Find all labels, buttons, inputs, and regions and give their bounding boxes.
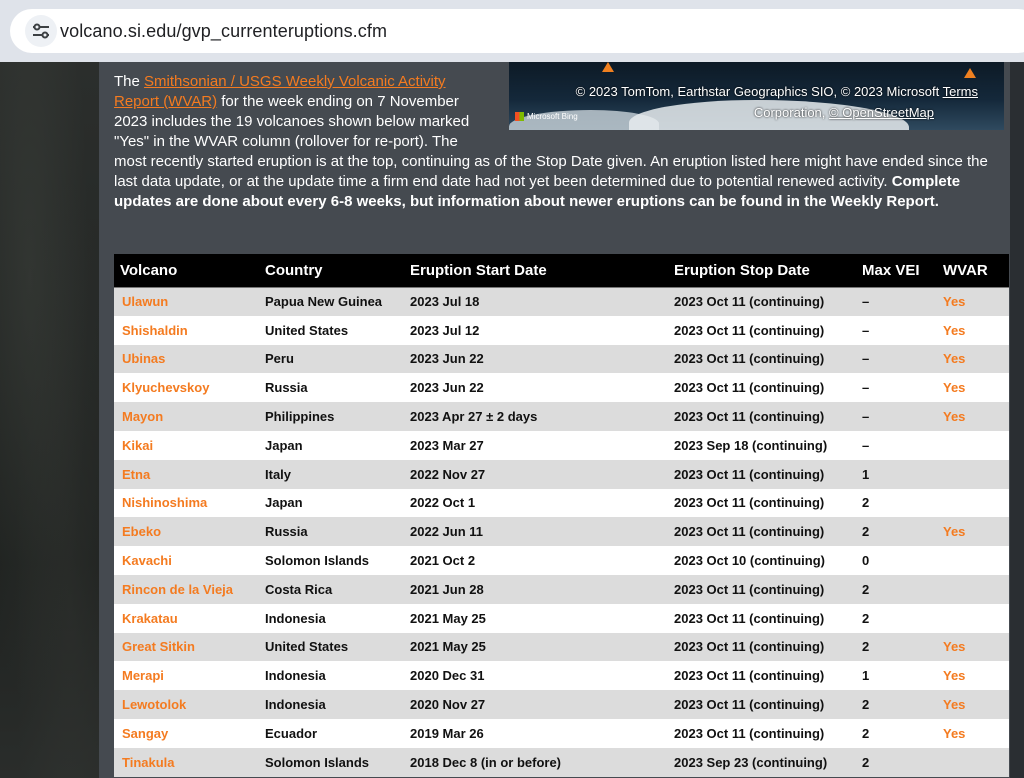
stop-date-cell: 2023 Oct 11 (continuing) [662,373,856,402]
wvar-link[interactable]: Yes [937,373,1009,402]
wvar-link[interactable]: Yes [937,517,1009,546]
volcano-name-link[interactable]: Mayon [114,402,259,431]
table-row [114,690,1009,719]
table-row [114,431,1009,460]
wvar-link[interactable]: Yes [937,633,1009,662]
map-terms-link[interactable]: Terms [942,84,978,99]
stop-date-cell: 2023 Oct 11 (continuing) [662,489,856,518]
site-info-icon[interactable] [25,15,57,47]
start-date-cell: 2022 Jun 11 [404,517,662,546]
max-vei-cell: 2 [856,719,937,748]
start-date-cell: 2019 Mar 26 [404,719,662,748]
wvar-link [937,546,1009,575]
volcano-name-link[interactable]: Kikai [114,431,259,460]
table-row [114,489,1009,518]
max-vei-cell: 2 [856,575,937,604]
country-cell: Indonesia [259,661,404,690]
country-cell: Indonesia [259,604,404,633]
header-stop-date[interactable]: Eruption Stop Date [662,254,856,287]
wvar-link[interactable]: Yes [937,402,1009,431]
table-row [114,517,1009,546]
wvar-link [937,604,1009,633]
bing-logo-text: Microsoft Bing [527,112,578,121]
start-date-cell: 2023 Jul 12 [404,316,662,345]
volcano-name-link[interactable]: Shishaldin [114,316,259,345]
country-cell: Costa Rica [259,575,404,604]
country-cell: Solomon Islands [259,748,404,777]
volcano-name-link[interactable]: Merapi [114,661,259,690]
country-cell: United States [259,633,404,662]
stop-date-cell: 2023 Oct 11 (continuing) [662,402,856,431]
browser-toolbar [0,0,1024,62]
wvar-link[interactable]: Yes [937,661,1009,690]
start-date-cell: 2021 May 25 [404,604,662,633]
table-row [114,633,1009,662]
wvar-link[interactable]: Yes [937,345,1009,374]
wvar-link [937,460,1009,489]
max-vei-cell: 2 [856,517,937,546]
start-date-cell: 2023 Jun 22 [404,373,662,402]
table-row [114,604,1009,633]
stop-date-cell: 2023 Sep 23 (continuing) [662,748,856,777]
volcano-name-link[interactable]: Great Sitkin [114,633,259,662]
table-row [114,575,1009,604]
volcano-name-link[interactable]: Ebeko [114,517,259,546]
volcano-name-link[interactable]: Krakatau [114,604,259,633]
country-cell: Philippines [259,402,404,431]
table-row [114,373,1009,402]
start-date-cell: 2023 Mar 27 [404,431,662,460]
max-vei-cell: – [856,373,937,402]
volcano-name-link[interactable]: Tinakula [114,748,259,777]
country-cell: Japan [259,431,404,460]
header-country[interactable]: Country [259,254,404,287]
country-cell: Japan [259,489,404,518]
volcano-name-link[interactable]: Etna [114,460,259,489]
wvar-report-link[interactable]: Smithsonian / USGS Weekly Volcanic Activity Report (WVAR) [114,73,446,110]
volcano-name-link[interactable]: Ulawun [114,287,259,316]
header-volcano[interactable]: Volcano [114,254,259,287]
country-cell: Solomon Islands [259,546,404,575]
wvar-link [937,575,1009,604]
intro-the: The [114,73,140,90]
country-cell: Indonesia [259,690,404,719]
header-max-vei[interactable]: Max VEI [856,254,937,287]
openstreetmap-link[interactable]: © OpenStreetMap [829,105,934,120]
country-cell: Peru [259,345,404,374]
table-row [114,546,1009,575]
wvar-link[interactable]: Yes [937,287,1009,316]
country-cell: United States [259,316,404,345]
start-date-cell: 2021 Jun 28 [404,575,662,604]
max-vei-cell: 2 [856,489,937,518]
max-vei-cell: – [856,345,937,374]
stop-date-cell: 2023 Oct 11 (continuing) [662,633,856,662]
stop-date-cell: 2023 Oct 11 (continuing) [662,316,856,345]
wvar-link [937,431,1009,460]
stop-date-cell: 2023 Oct 11 (continuing) [662,661,856,690]
map-credit-text: © 2023 TomTom, Earthstar Geographics SIO, © 2023 Microsoft [575,84,940,99]
address-bar[interactable] [10,9,1024,53]
start-date-cell: 2020 Nov 27 [404,690,662,719]
intro-bold-note: Complete updates are done about every 6-8 weeks, but information about newer eruptions can be found in the Weekly Report. [114,173,961,210]
stop-date-cell: 2023 Oct 11 (continuing) [662,690,856,719]
volcano-name-link[interactable]: Ubinas [114,345,259,374]
volcano-marker-icon[interactable] [602,62,614,72]
max-vei-cell: 2 [856,748,937,777]
max-vei-cell: 2 [856,633,937,662]
table-row [114,661,1009,690]
intro-paragraph [114,72,1004,212]
country-cell: Russia [259,517,404,546]
table-row [114,287,1009,316]
max-vei-cell: – [856,287,937,316]
wvar-link [937,748,1009,777]
stop-date-cell: 2023 Oct 11 (continuing) [662,517,856,546]
stop-date-cell: 2023 Sep 18 (continuing) [662,431,856,460]
max-vei-cell: – [856,402,937,431]
stop-date-cell: 2023 Oct 10 (continuing) [662,546,856,575]
stop-date-cell: 2023 Oct 11 (continuing) [662,460,856,489]
header-start-date[interactable]: Eruption Start Date [404,254,662,287]
map-spacer [480,72,1004,140]
country-cell: Papua New Guinea [259,287,404,316]
start-date-cell: 2022 Oct 1 [404,489,662,518]
max-vei-cell: 2 [856,604,937,633]
volcano-name-link[interactable]: Sangay [114,719,259,748]
stop-date-cell: 2023 Oct 11 (continuing) [662,345,856,374]
country-cell: Italy [259,460,404,489]
table-row [114,460,1009,489]
background-image-right [1010,62,1024,778]
current-eruptions-table [114,254,1009,777]
max-vei-cell: 1 [856,460,937,489]
main-content [99,62,1010,778]
wvar-link[interactable]: Yes [937,690,1009,719]
max-vei-cell: 0 [856,546,937,575]
start-date-cell: 2023 Jul 18 [404,287,662,316]
volcano-name-link[interactable]: Lewotolok [114,690,259,719]
volcano-name-link[interactable]: Kavachi [114,546,259,575]
table-row [114,719,1009,748]
table-row [114,316,1009,345]
start-date-cell: 2023 Jun 22 [404,345,662,374]
header-wvar[interactable]: WVAR [937,254,1009,287]
volcano-name-link[interactable]: Nishinoshima [114,489,259,518]
map-corporation-text: Corporation, [753,105,826,120]
start-date-cell: 2021 Oct 2 [404,546,662,575]
background-image-left [0,62,99,778]
start-date-cell: 2023 Apr 27 ± 2 days [404,402,662,431]
wvar-link [937,489,1009,518]
stop-date-cell: 2023 Oct 11 (continuing) [662,719,856,748]
volcano-name-link[interactable]: Rincon de la Vieja [114,575,259,604]
max-vei-cell: 2 [856,690,937,719]
start-date-cell: 2020 Dec 31 [404,661,662,690]
volcano-name-link[interactable]: Klyuchevskoy [114,373,259,402]
country-cell: Russia [259,373,404,402]
country-cell: Ecuador [259,719,404,748]
table-row [114,345,1009,374]
stop-date-cell: 2023 Oct 11 (continuing) [662,287,856,316]
table-row [114,748,1009,777]
wvar-link[interactable]: Yes [937,316,1009,345]
start-date-cell: 2021 May 25 [404,633,662,662]
table-header-row [114,254,1009,287]
start-date-cell: 2018 Dec 8 (in or before) [404,748,662,777]
start-date-cell: 2022 Nov 27 [404,460,662,489]
url-text[interactable]: volcano.si.edu/gvp_currenteruptions.cfm [60,21,388,41]
max-vei-cell: 1 [856,661,937,690]
stop-date-cell: 2023 Oct 11 (continuing) [662,604,856,633]
max-vei-cell: – [856,431,937,460]
max-vei-cell: – [856,316,937,345]
stop-date-cell: 2023 Oct 11 (continuing) [662,575,856,604]
intro-text: for the week ending on 7 November 2023 includes the 19 volcanoes shown below marked "Yes" in the WVAR column (rollover for re-port). The most recently started eruption is at the top, continuing as of the Stop Date given. An eruption listed here might have ended since the last data update, or at the update time a firm end date had not yet been determined due to potential renewed activity. [114,93,988,190]
wvar-link[interactable]: Yes [937,719,1009,748]
table-row [114,402,1009,431]
